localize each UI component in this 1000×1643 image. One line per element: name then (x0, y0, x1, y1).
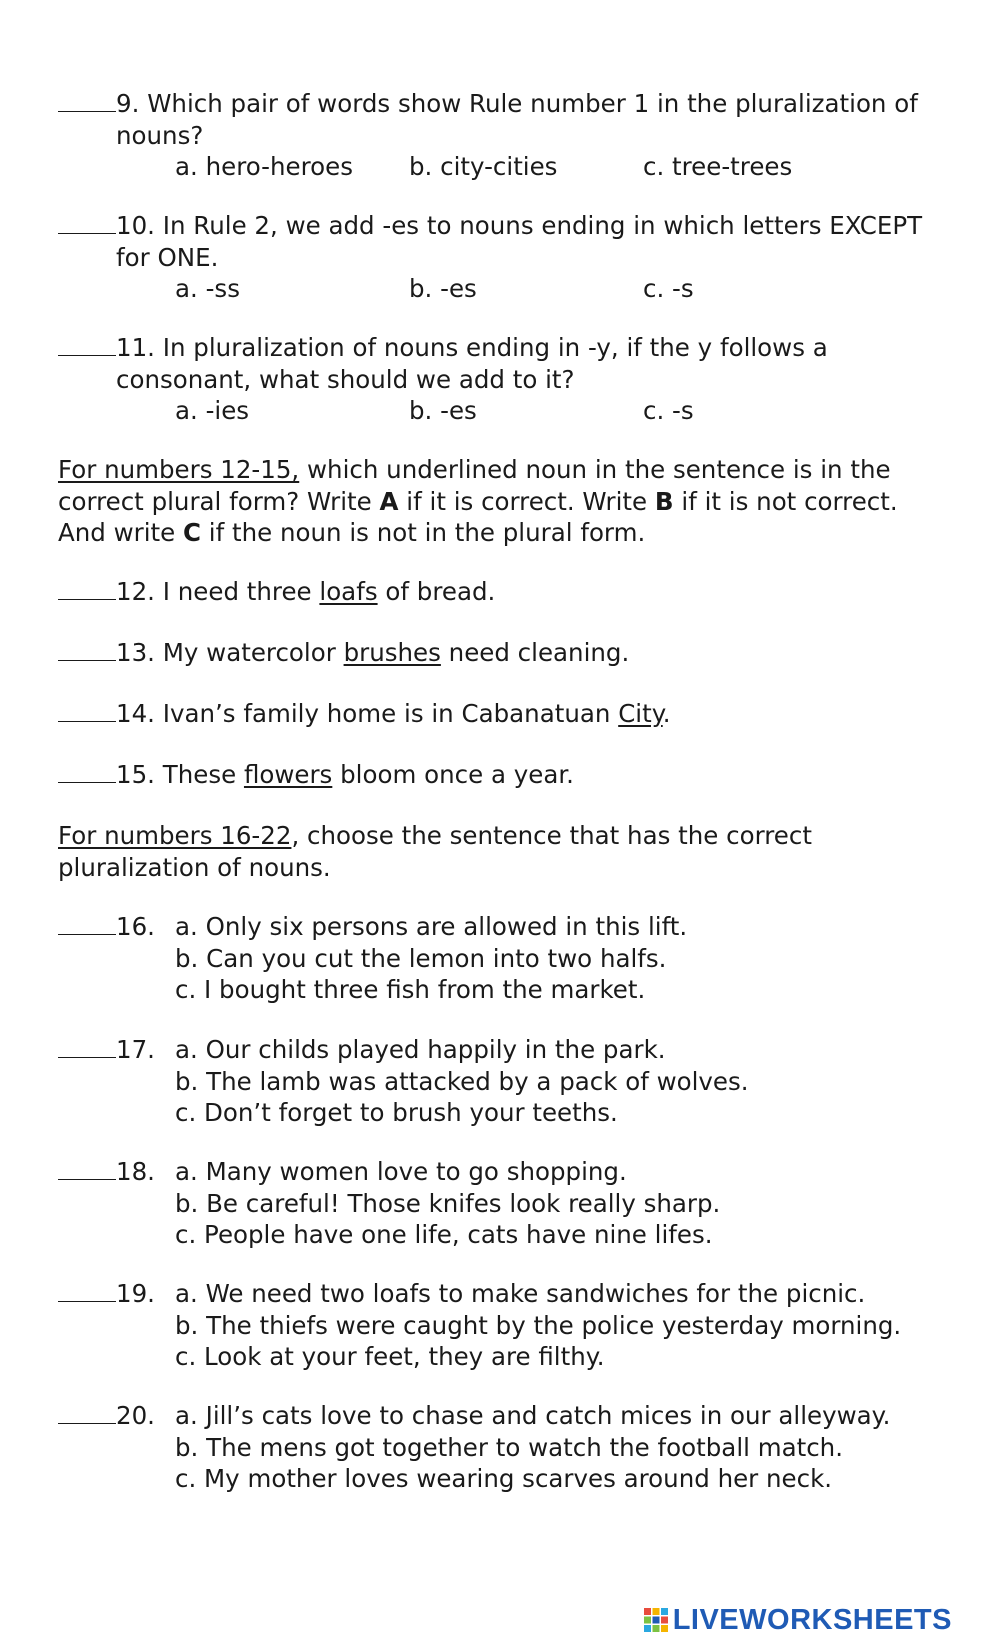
option-a: a. -ies (175, 396, 250, 425)
liveworksheets-logo-icon (643, 1607, 669, 1633)
answer-blank-9[interactable] (58, 89, 116, 112)
option-c: c. -s (643, 274, 694, 303)
answer-blank-10[interactable] (58, 211, 116, 234)
liveworksheets-wordmark: LIVEWORKSHEETS (672, 1603, 952, 1636)
instructions-16-22: For numbers 16-22, choose the sentence that has the correct pluralization of nouns. (58, 821, 812, 882)
question-11-text: In pluralization of nouns ending in -y, if the y follows a (162, 333, 828, 362)
option-b: b. -es (409, 274, 477, 303)
answer-blank-11[interactable] (58, 333, 116, 356)
answer-blank-17[interactable] (58, 1035, 116, 1058)
question-16: 16. a. Only six persons are allowed in this lift. b. Can you cut the lemon into two halfs. c. I bought three fish from the market. (58, 911, 958, 1006)
option-c: c. -s (643, 396, 694, 425)
question-9: 9. Which pair of words show Rule number 1 in the pluralization of nouns? a. hero-heroes b. city-cities c. tree-trees (58, 88, 958, 183)
answer-blank-13[interactable] (58, 638, 116, 661)
answer-blank-16[interactable] (58, 912, 116, 935)
liveworksheets-logo (643, 1603, 952, 1637)
option-a: a. -ss (175, 274, 240, 303)
question-18: 18. a. Many women love to go shopping. b. Be careful! Those knifes look really sharp. c. People have one life, cats have nine lifes. (58, 1156, 958, 1251)
underlined-noun: City (618, 699, 663, 728)
question-10: 10. In Rule 2, we add -es to nouns ending in which letters EXCEPT for ONE. a. -ss b. -es c. -s (58, 210, 958, 305)
option-b: b. city-cities (409, 152, 558, 181)
question-14: 14. Ivan’s family home is in Cabanatuan City. (58, 698, 958, 730)
instructions-12-15: For numbers 12-15, which underlined noun in the sentence is in the correct plural form? Write A if it is correct. Write B if it is not correct. And write C if the noun is not in the plural form. (58, 455, 898, 547)
answer-blank-15[interactable] (58, 760, 116, 783)
question-15: 15. These flowers bloom once a year. (58, 759, 958, 791)
underlined-noun: loafs (319, 577, 378, 606)
option-a: a. hero-heroes (175, 152, 353, 181)
option-b: b. -es (409, 396, 477, 425)
question-9-text: Which pair of words show Rule number 1 in the pluralization of (147, 89, 918, 118)
question-10-text: In Rule 2, we add -es to nouns ending in which letters EXCEPT (162, 211, 923, 240)
question-11: 11. In pluralization of nouns ending in -y, if the y follows a consonant, what should we add to it? a. -ies b. -es c. -s (58, 332, 958, 427)
question-20: 20. a. Jill’s cats love to chase and catch mices in our alleyway. b. The mens got together to watch the football match. c. My mother loves wearing scarves around her neck. (58, 1400, 958, 1495)
answer-blank-19[interactable] (58, 1279, 116, 1302)
answer-blank-14[interactable] (58, 699, 116, 722)
option-c: c. tree-trees (643, 152, 793, 181)
question-12: 12. I need three loafs of bread. (58, 576, 958, 608)
underlined-noun: flowers (243, 760, 333, 789)
answer-blank-12[interactable] (58, 577, 116, 600)
answer-blank-18[interactable] (58, 1157, 116, 1180)
question-19: 19. a. We need two loafs to make sandwiches for the picnic. b. The thiefs were caught by the police yesterday morning. c. Look at your feet, they are filthy. (58, 1278, 958, 1373)
underlined-noun: brushes (343, 638, 441, 667)
question-17: 17. a. Our childs played happily in the park. b. The lamb was attacked by a pack of wolves. c. Don’t forget to brush your teeths. (58, 1034, 958, 1129)
question-13: 13. My watercolor brushes need cleaning. (58, 637, 958, 669)
answer-blank-20[interactable] (58, 1401, 116, 1424)
